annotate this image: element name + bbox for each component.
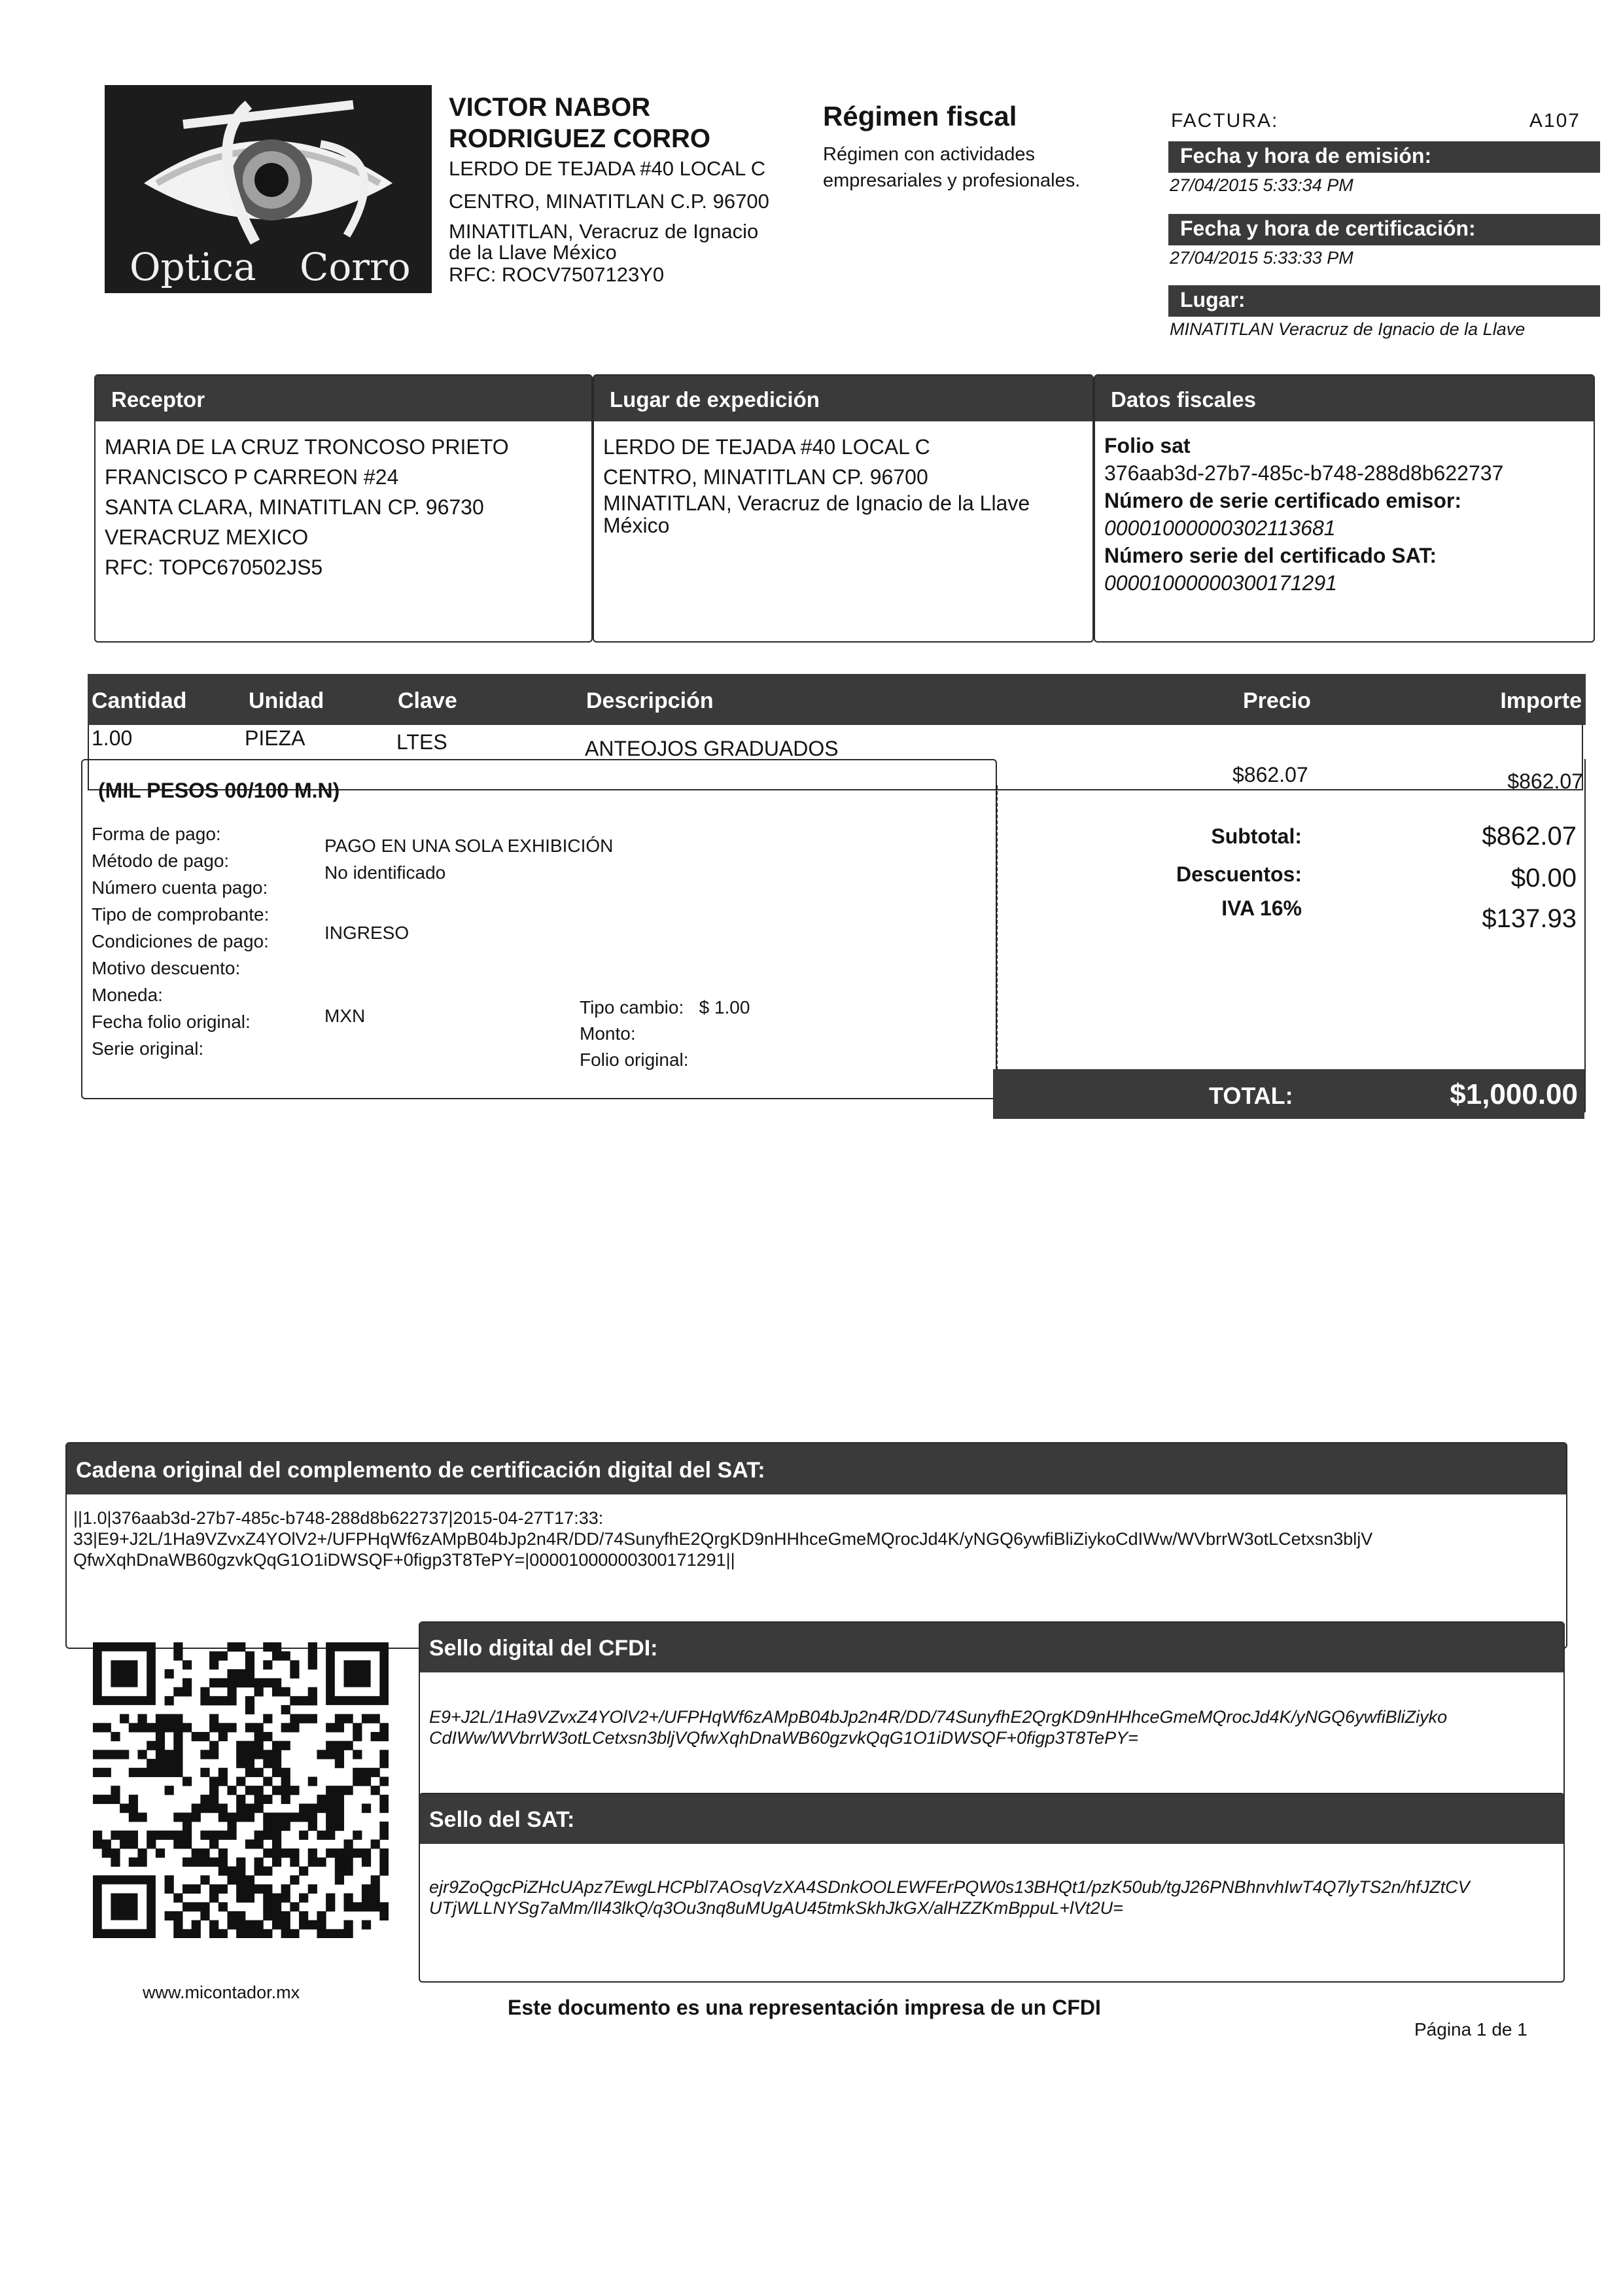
receptor-line: RFC: TOPC670502JS5 xyxy=(105,556,323,579)
issuer-name-line2: RODRIGUEZ CORRO xyxy=(449,124,710,153)
serie-emisor-value: 00001000000302113681 xyxy=(1104,516,1336,540)
issuer-rfc: RFC: ROCV7507123Y0 xyxy=(449,263,665,286)
expedition-line: México xyxy=(603,514,670,537)
total-value: $1,000.00 xyxy=(1450,1078,1578,1110)
cfdi-seal-body xyxy=(420,1672,1563,1768)
company-logo xyxy=(105,85,432,293)
receptor-line: FRANCISCO P CARREON #24 xyxy=(105,465,399,489)
place-label: Lugar: xyxy=(1168,285,1600,317)
col-importe: Importe xyxy=(1500,688,1582,713)
expedition-body xyxy=(594,421,1092,547)
col-unidad: Unidad xyxy=(249,688,324,713)
certification-value: 27/04/2015 5:33:33 PM xyxy=(1170,248,1353,268)
sat-seal-body xyxy=(420,1844,1563,1938)
qr-code xyxy=(93,1642,389,1938)
descuentos-label: Descuentos: xyxy=(1176,862,1302,886)
place-value: MINATITLAN Veracruz de Ignacio de la Llave xyxy=(1170,319,1526,339)
total-label: TOTAL: xyxy=(1209,1082,1293,1109)
fiscal-body xyxy=(1095,421,1594,607)
moneda-value: MXN xyxy=(324,1006,366,1026)
empty-values xyxy=(324,946,613,1000)
serie-original-label: Serie original: xyxy=(92,1038,204,1059)
chain-line: QfwXqhDnaWB60gzvkQqG1O1iDWSQF+0figp3T8TePY=|00001000000300171291|| xyxy=(73,1550,735,1570)
folio-sat-value: 376aab3d-27b7-485c-b748-288d8b622737 xyxy=(1104,461,1504,485)
invoice-label: FACTURA: xyxy=(1171,110,1279,132)
total-bar xyxy=(993,1069,1584,1119)
forma-pago-label: Forma de pago: xyxy=(92,824,221,844)
issuer-info xyxy=(449,92,815,287)
tipo-cambio-label: Tipo cambio: xyxy=(580,997,684,1017)
invoice-number: A107 xyxy=(1529,110,1580,132)
fiscal-regime xyxy=(823,101,1137,194)
emission-value: 27/04/2015 5:33:34 PM xyxy=(1170,175,1353,195)
metodo-pago-value: No identificado xyxy=(324,862,446,883)
col-precio: Precio xyxy=(1243,688,1311,713)
cfdi-seal-line: E9+J2L/1Ha9VZvxZ4YOlV2+/UFPHqWf6zAMpB04bJp2n4R/DD/74SunyfhE2QrgKD9nHHhceGmeMQrocJd4K/yNGQ6ywfiBliZiyko xyxy=(429,1707,1448,1727)
eye-logo-icon xyxy=(105,85,432,293)
item-descripcion: ANTEOJOS GRADUADOS xyxy=(585,737,839,760)
detail-labels xyxy=(92,821,269,1062)
motivo-descuento-label: Motivo descuento: xyxy=(92,958,241,978)
folio-sat-label: Folio sat xyxy=(1104,434,1191,457)
footer-note: Este documento es una representación impresa de un CFDI xyxy=(508,1996,1101,2019)
cfdi-seal-title: Sello digital del CFDI: xyxy=(420,1623,1563,1672)
metodo-pago-label: Método de pago: xyxy=(92,851,230,871)
serie-sat-value: 00001000000300171291 xyxy=(1104,571,1337,595)
receptor-line: MARIA DE LA CRUZ TRONCOSO PRIETO xyxy=(105,435,509,459)
amount-in-words: (MIL PESOS 00/100 M.N) xyxy=(98,779,340,802)
issuer-address1: LERDO DE TEJADA #40 LOCAL C xyxy=(449,157,766,180)
tipo-cambio-row xyxy=(580,995,750,1021)
condiciones-pago-label: Condiciones de pago: xyxy=(92,931,269,951)
col-descripcion: Descripción xyxy=(586,688,714,713)
serie-sat-label: Número serie del certificado SAT: xyxy=(1104,544,1437,567)
regime-line2: empresariales y profesionales. xyxy=(823,170,1081,191)
descuentos-value: $0.00 xyxy=(1510,864,1577,892)
certification-label: Fecha y hora de certificación: xyxy=(1168,214,1600,245)
item-unidad: PIEZA xyxy=(245,726,305,750)
totals-box xyxy=(994,759,1586,1112)
cfdi-seal-line: CdIWw/WVbrrW3otLCetxsn3bljVQfwXqhDnaWB60gzvkQqG1O1iDWSQF+0figp3T8TePY= xyxy=(429,1728,1138,1748)
monto-label: Monto: xyxy=(580,1023,636,1044)
exchange-info xyxy=(580,995,750,1073)
folio-original-label: Folio original: xyxy=(580,1050,689,1070)
subtotal-value: $862.07 xyxy=(1482,822,1577,851)
cuenta-pago-value xyxy=(324,886,613,913)
detail-values xyxy=(324,821,613,1029)
chain-line: ||1.0|376aab3d-27b7-485c-b748-288d8b622737|2015-04-27T17:33: xyxy=(73,1508,604,1528)
sat-seal-title: Sello del SAT: xyxy=(420,1794,1563,1844)
logo-text-right: Corro xyxy=(300,245,411,289)
cfdi-seal-box xyxy=(419,1621,1565,1816)
subtotal-label: Subtotal: xyxy=(1211,824,1302,848)
iva-label: IVA 16% xyxy=(1221,896,1302,920)
chain-line: 33|E9+J2L/1Ha9VZvxZ4YOlV2+/UFPHqWf6zAMpB04bJp2n4R/DD/74SunyfhE2QrgKD9nHHhceGmeMQrocJd4K/yNGQ6ywfiBliZiykoCdIWw/WVbrrW3otLCetxsn3bljV xyxy=(73,1529,1373,1549)
serie-emisor-label: Número de serie certificado emisor: xyxy=(1104,489,1461,512)
chain-title: Cadena original del complemento de certificación digital del SAT: xyxy=(67,1443,1566,1494)
receptor-line: SANTA CLARA, MINATITLAN CP. 96730 xyxy=(105,495,484,519)
original-chain-box xyxy=(65,1442,1567,1649)
tipo-comprobante-value: INGRESO xyxy=(324,923,410,943)
emission-label: Fecha y hora de emisión: xyxy=(1168,141,1600,173)
logo-text-left: Optica xyxy=(130,245,256,289)
moneda-label: Moneda: xyxy=(92,985,163,1005)
expedition-line: LERDO DE TEJADA #40 LOCAL C xyxy=(603,435,930,459)
page-number: Página 1 de 1 xyxy=(1414,2019,1527,2040)
tipo-cambio-value: $ 1.00 xyxy=(699,997,750,1017)
regime-title: Régimen fiscal xyxy=(823,101,1017,132)
fecha-folio-label: Fecha folio original: xyxy=(92,1012,251,1032)
receptor-line: VERACRUZ MEXICO xyxy=(105,525,309,549)
footer-website: www.micontador.mx xyxy=(143,1983,300,2002)
item-precio: $862.07 xyxy=(1232,763,1308,786)
fiscal-data-box xyxy=(1094,374,1595,643)
item-importe: $862.07 xyxy=(1507,769,1583,793)
fiscal-title: Datos fiscales xyxy=(1095,376,1594,421)
expedition-line: CENTRO, MINATITLAN CP. 96700 xyxy=(603,465,928,489)
item-clave: LTES xyxy=(396,730,447,754)
item-cantidad: 1.00 xyxy=(92,726,133,750)
receptor-box xyxy=(94,374,593,643)
col-cantidad: Cantidad xyxy=(92,688,187,713)
issuer-city2: de la Llave México xyxy=(449,241,617,264)
sat-seal-line: ejr9ZoQgcPiZHcUApz7EwgLHCPbl7AOsqVzXA4SDnkOOLEWFErPQW0s13BHQt1/pzK50ub/tgJ26PNBhnvhIwT4Q7lyTS2n/hfJZtCV xyxy=(429,1877,1470,1897)
invoice-number-row xyxy=(1168,110,1600,132)
items-header xyxy=(88,674,1586,725)
sat-seal-line: UTjWLLNYSg7aMm/Il43lkQ/q3Ou3nq8uMUgAU45tmkSkhJkGX/alHZZKmBppuL+lVt2U= xyxy=(429,1898,1123,1918)
tipo-comprobante-label: Tipo de comprobante: xyxy=(92,904,270,925)
sat-seal-box xyxy=(419,1793,1565,1983)
forma-pago-value: PAGO EN UNA SOLA EXHIBICIÓN xyxy=(324,836,614,856)
regime-line1: Régimen con actividades xyxy=(823,144,1036,165)
col-clave: Clave xyxy=(398,688,457,713)
issuer-city1: MINATITLAN, Veracruz de Ignacio xyxy=(449,220,759,243)
chain-body xyxy=(67,1494,1566,1583)
expedition-title: Lugar de expedición xyxy=(594,376,1092,421)
receptor-body xyxy=(96,421,591,593)
cuenta-pago-label: Número cuenta pago: xyxy=(92,877,268,898)
expedition-line: MINATITLAN, Veracruz de Ignacio de la Llave xyxy=(603,491,1030,515)
issuer-address2: CENTRO, MINATITLAN C.P. 96700 xyxy=(449,190,769,213)
invoice-meta xyxy=(1168,110,1600,340)
expedition-box xyxy=(593,374,1094,643)
qr-code-icon xyxy=(93,1642,389,1938)
receptor-title: Receptor xyxy=(96,376,591,421)
issuer-name-line1: VICTOR NABOR xyxy=(449,93,651,122)
iva-value: $137.93 xyxy=(1482,904,1577,933)
